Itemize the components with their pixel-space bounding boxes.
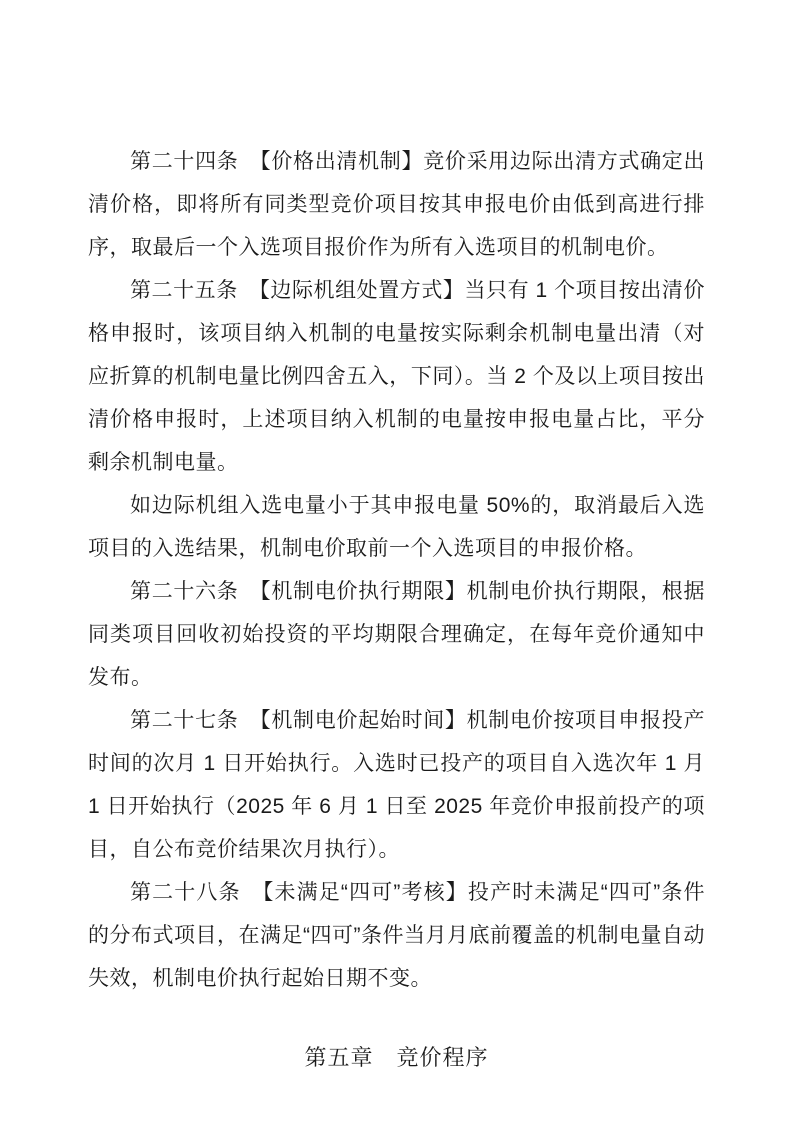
paragraph-article-25: 第二十五条 【边际机组处置方式】当只有 1 个项目按出清价格申报时，该项目纳入机制的电量按实际剩余机制电量出清（对应折算的机制电量比例四舍五入，下同）。当 2 个及以上项目按出清价格申报时，上述项目纳入机制的电量按申报电量占比，平分剩余机制电量。 — [88, 279, 705, 474]
paragraph-article-26: 第二十六条 【机制电价执行期限】机制电价执行期限，根据同类项目回收初始投资的平均期限合理确定，在每年竞价通知中发布。 — [88, 580, 705, 689]
paragraph-article-28: 第二十八条 【未满足“四可”考核】投产时未满足“四可”条件的分布式项目，在满足“四可”条件当月月底前覆盖的机制电量自动失效，机制电价执行起始日期不变。 — [88, 881, 705, 990]
paragraph-article-25-supplement: 如边际机组入选电量小于其申报电量 50%的，取消最后入选项目的入选结果，机制电价取前一个入选项目的申报价格。 — [88, 494, 705, 560]
chapter-heading: 第五章 竞价程序 — [304, 1045, 489, 1070]
paragraph-article-24: 第二十四条 【价格出清机制】竞价采用边际出清方式确定出清价格，即将所有同类型竞价项目按其申报电价由低到高进行排序，取最后一个入选项目报价作为所有入选项目的机制电价。 — [88, 150, 705, 259]
paragraph-article-27: 第二十七条 【机制电价起始时间】机制电价按项目申报投产时间的次月 1 日开始执行。入选时已投产的项目自入选次年 1 月 1 日开始执行（2025 年 6 月 1 日至 2025 年竞价申报前投产的项目，自公布竞价结果次月执行）。 — [88, 709, 705, 861]
document-content — [88, 140, 705, 1079]
